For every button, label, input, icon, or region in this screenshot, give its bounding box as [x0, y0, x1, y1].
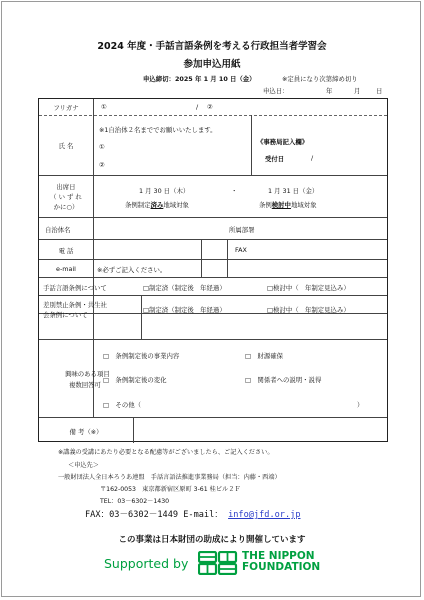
remarks-divider [133, 417, 134, 443]
attendance-dot: ・ [231, 187, 238, 195]
name-slot-2[interactable]: ② [99, 161, 105, 169]
row-divider [39, 417, 387, 418]
q2-label-2: 会条例について [43, 311, 88, 319]
attendance-label-2: （ い ず れ [50, 193, 82, 201]
interest-label-2: 複数回答可 [69, 381, 101, 389]
capacity-note: ※定員になり次第締め切り [282, 75, 358, 83]
apply-date-label: 申込日： [263, 87, 289, 95]
attendance-label-3: かに○） [53, 203, 79, 211]
name-slot-1[interactable]: ① [99, 143, 105, 151]
day1-date[interactable]: 1 月 30 日（木） [139, 187, 190, 195]
row-divider [39, 175, 387, 176]
form-subtitle: 参加申込用紙 [183, 59, 241, 70]
row-divider [39, 259, 387, 260]
name-label: 氏 名 [58, 142, 74, 150]
q2-option-considering[interactable]: □検討中（ 年制定見込み） [267, 306, 350, 314]
privacy-note: ※講義の受講にあたり必要となる配慮等がございましたら、ご記入ください。 [58, 449, 274, 456]
row-divider [39, 339, 387, 340]
question-label-divider [141, 295, 142, 339]
deadline-text: 申込締切：2025 年 1 月 10 日（金） [143, 75, 256, 83]
row-divider [39, 239, 387, 240]
row-divider [39, 277, 387, 278]
application-form [38, 98, 388, 442]
contact-org: 一般財団法人全日本ろうあ連盟 手話言語法推進事業務局（担当：内藤・西端） [58, 474, 281, 481]
email-label: e-mail [56, 265, 76, 273]
interest-option-changes[interactable]: □ 条例制定後の変化 [103, 376, 167, 384]
page-title: 2024 年度・手話言語条例を考える行政担当者学習会 [97, 41, 327, 52]
interest-option-post-program[interactable]: □ 条例制定後の事業内容 [103, 352, 180, 360]
furigana-divider [39, 115, 387, 116]
interest-option-funding[interactable]: □ 財源確保 [245, 352, 283, 360]
apply-date-day: 日 [376, 87, 383, 95]
remarks-label: 備 考（※） [69, 428, 103, 436]
received-date-label: 受付日 [265, 155, 285, 163]
municipality-label: 自治体名 [45, 226, 71, 234]
supported-by-text: Supported by [104, 556, 189, 571]
day2-target: 条例検討中地域対象 [259, 201, 317, 209]
interest-label: 興味のある項目 [65, 370, 110, 378]
q1-label: 手話言語条例について [43, 284, 107, 292]
attendance-label: 出席日 [56, 183, 76, 191]
department-label: 所属部署 [229, 226, 255, 234]
contact-fax-email: FAX：03－6302－1449 E-mail： info@jfd.or.jp [85, 510, 301, 520]
name-note: ※1自治体２名まででお願いいたします。 [99, 126, 217, 134]
furigana-label: フリガナ [53, 104, 79, 112]
q1-option-enacted[interactable]: □制定済（制定後 年経過） [143, 284, 226, 292]
apply-date-month: 月 [354, 87, 361, 95]
q2-option-enacted[interactable]: □制定済（制定後 年経過） [143, 306, 226, 314]
middle-divider-left [201, 239, 202, 277]
received-date-separator: / [311, 154, 314, 162]
fax-label: FAX [235, 246, 247, 254]
furigana-separator: / [196, 103, 199, 111]
day1-target: 条例制定済み地域対象 [125, 201, 189, 209]
nippon-foundation-logo-icon [198, 551, 238, 575]
day2-date[interactable]: 1 月 31 日（金） [268, 187, 319, 195]
furigana-slot-2[interactable]: ② [207, 103, 213, 111]
nippon-foundation-name: THE NIPPON FOUNDATION [242, 550, 321, 573]
contact-heading: ＜申込先＞ [68, 462, 99, 469]
office-use-divider [251, 115, 252, 175]
interest-other-close: ） [357, 401, 364, 409]
interest-option-explanation[interactable]: □ 関係者への説明・説得 [245, 376, 322, 384]
office-use-label: 《事務局記入欄》 [257, 138, 309, 146]
contact-tel: TEL：03－6302－1430 [100, 498, 170, 505]
contact-address: 〒162-0053 東京都新宿区原町 3-61 桂ビル２Ｆ [100, 486, 241, 493]
row-divider [39, 295, 387, 296]
contact-email-link[interactable]: info@jfd.or.jp [228, 510, 301, 520]
funding-notice: この事業は日本財団の助成により開催しています [118, 535, 306, 545]
phone-label: 電 話 [58, 247, 74, 255]
furigana-slot-1[interactable]: ① [101, 103, 107, 111]
apply-date-year: 年 [326, 87, 333, 95]
email-note: ※必ずご記入ください。 [97, 266, 167, 274]
q2-label: 差別禁止条例・共生社 [43, 301, 107, 309]
middle-divider-right [227, 239, 228, 277]
interest-option-other[interactable]: □ その他（ [103, 401, 141, 409]
row-divider [39, 217, 387, 218]
q1-option-considering[interactable]: □検討中（ 年制定見込み） [267, 284, 350, 292]
